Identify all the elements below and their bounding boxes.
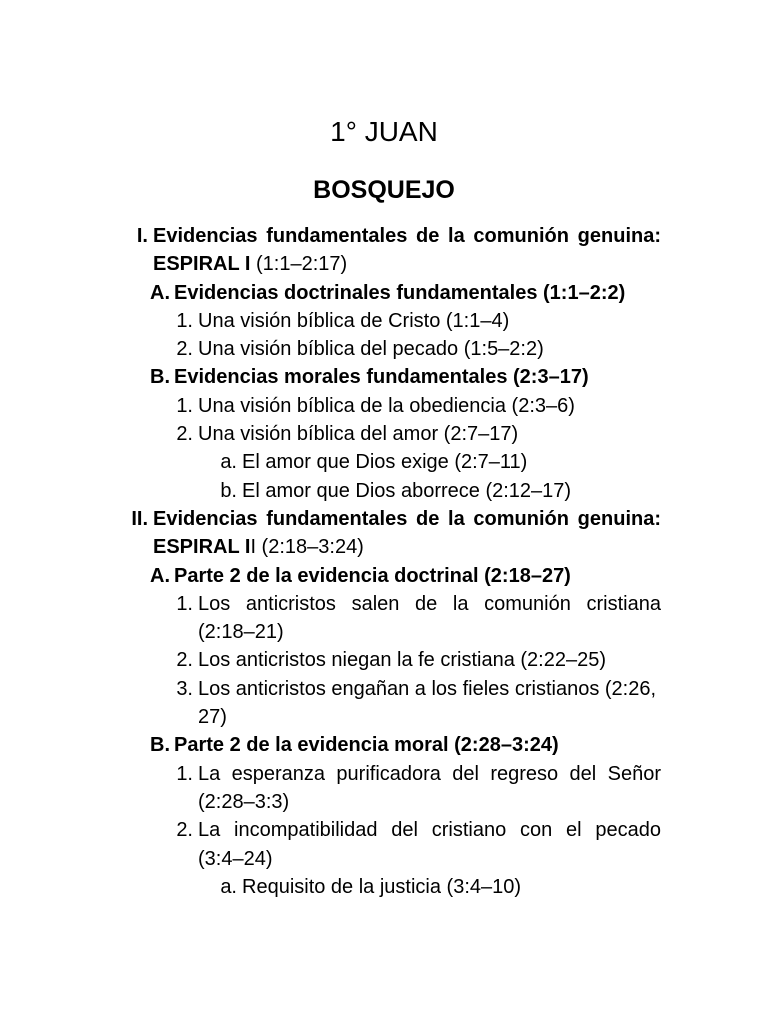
point-text: La esperanza purificadora del regreso del Señor (2:28–3:3): [198, 762, 661, 813]
outline-section-i: [0, 222, 768, 279]
point-text: Los anticristos engañan a los fieles cristianos (2:26, 27): [198, 677, 657, 729]
outline-point: [0, 646, 768, 674]
point-text: Los anticristos niegan la fe cristiana (2:22–25): [198, 649, 607, 672]
point-marker: 1.: [176, 762, 193, 785]
section-heading: [153, 222, 661, 279]
point-text: Una visión bíblica de la obediencia (2:3–6): [198, 394, 575, 417]
outline-subpoint: [0, 477, 768, 505]
subsection-marker: A.: [150, 564, 170, 587]
outline-subsection: [0, 731, 768, 759]
subsection-marker: A.: [150, 281, 170, 304]
document-title: 1° JUAN: [330, 116, 438, 147]
outline-section-ii: [0, 505, 768, 562]
section-marker: II.: [131, 507, 148, 530]
subpoint-text: El amor que Dios aborrece (2:12–17): [242, 479, 572, 502]
outline: [0, 222, 768, 901]
section-reference: I (2:18–3:24): [250, 536, 364, 559]
subpoint-marker: a.: [220, 451, 237, 474]
point-marker: 3.: [176, 677, 193, 700]
document-subtitle: BOSQUEJO: [313, 176, 455, 204]
outline-subpoint: [0, 448, 768, 476]
outline-point: [0, 392, 768, 420]
point-text: La incompatibilidad del cristiano con el pecado (3:4–24): [198, 819, 661, 870]
outline-point: [0, 307, 768, 335]
section-reference: (1:1–2:17): [250, 253, 348, 276]
outline-point: [0, 420, 768, 448]
subsection-heading: Evidencias doctrinales fundamentales (1:1–2:2): [174, 281, 626, 304]
subsection-heading: Evidencias morales fundamentales (2:3–17): [174, 366, 589, 389]
subsection-heading: Parte 2 de la evidencia doctrinal (2:18–27): [174, 564, 571, 587]
outline-subsection: [0, 279, 768, 307]
outline-subsection: [0, 363, 768, 391]
point-text: Una visión bíblica del amor (2:7–17): [198, 423, 519, 446]
subsection-heading: Parte 2 de la evidencia moral (2:28–3:24): [174, 734, 559, 757]
point-text: Una visión bíblica de Cristo (1:1–4): [198, 309, 510, 332]
subpoint-marker: b.: [220, 479, 237, 502]
point-text: Los anticristos salen de la comunión cristiana (2:18–21): [198, 592, 661, 644]
point-marker: 1.: [176, 309, 193, 332]
point-text: Una visión bíblica del pecado (1:5–2:2): [198, 338, 544, 361]
section-heading-bold: Evidencias fundamentales de la comunión genuina: ESPIRAL I: [153, 507, 661, 559]
outline-point: [0, 590, 768, 647]
outline-point: [0, 675, 768, 732]
subpoint-text: Requisito de la justicia (3:4–10): [242, 875, 522, 898]
outline-point: [0, 335, 768, 363]
section-heading-bold: Evidencias fundamentales de la comunión genuina: ESPIRAL I: [153, 225, 661, 276]
point-marker: 1.: [176, 394, 193, 417]
outline-subsection: [0, 562, 768, 590]
outline-point: [0, 816, 768, 873]
point-marker: 2.: [176, 338, 193, 361]
subpoint-text: El amor que Dios exige (2:7–11): [242, 451, 528, 474]
section-heading: [153, 505, 661, 562]
outline-subpoint: [0, 873, 768, 901]
outline-point: [0, 760, 768, 817]
point-marker: 2.: [176, 649, 193, 672]
point-marker: 2.: [176, 819, 193, 842]
section-marker: I.: [136, 225, 148, 247]
subpoint-marker: a.: [220, 875, 237, 898]
subsection-marker: B.: [150, 366, 170, 389]
point-marker: 1.: [176, 592, 193, 615]
subsection-marker: B.: [150, 734, 170, 757]
point-marker: 2.: [176, 423, 193, 446]
